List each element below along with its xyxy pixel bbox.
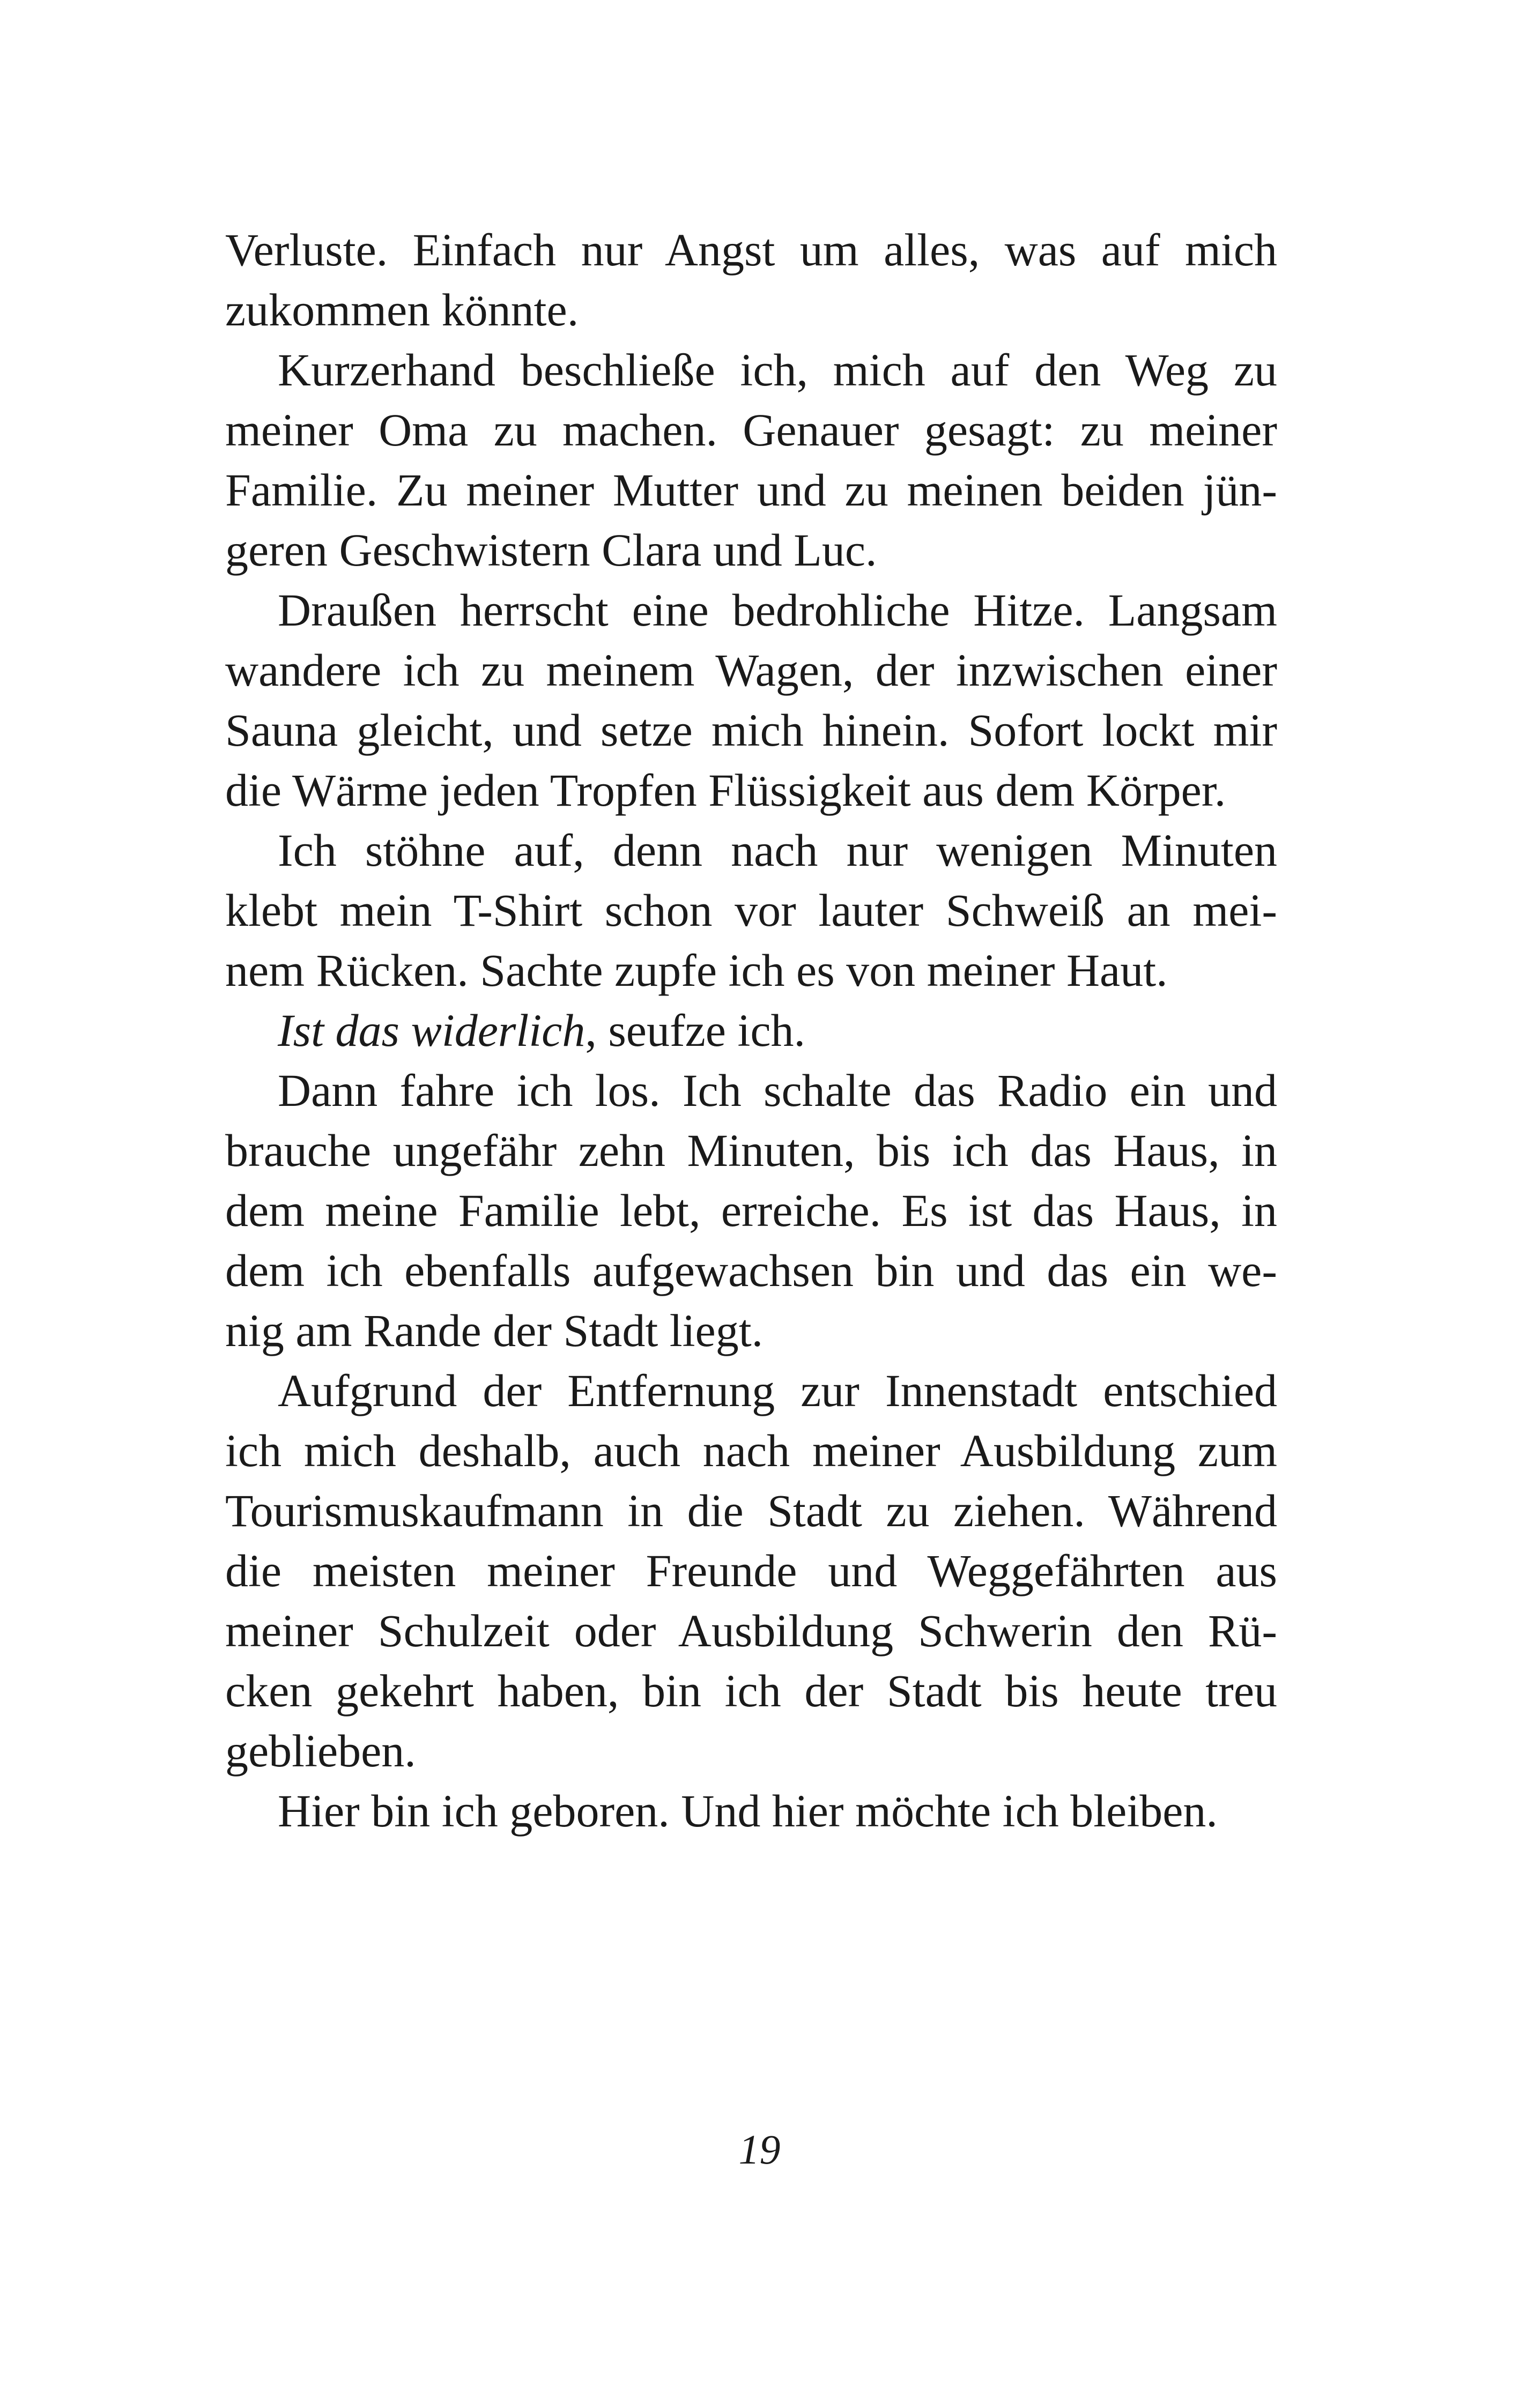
- text-line: brauche ungefähr zehn Minuten, bis ich das Haus, in: [225, 1125, 1277, 1176]
- text-line: dem ich ebenfalls aufgewachsen bin und das ein we-: [225, 1245, 1277, 1296]
- text-fragment: , seufze ich.: [585, 1005, 806, 1056]
- text-line: Draußen herrscht eine bedrohliche Hitze. Langsam: [278, 584, 1277, 636]
- text-line: ich mich deshalb, auch nach meiner Ausbildung zum: [225, 1425, 1277, 1476]
- text-line: Hier bin ich geboren. Und hier möchte ich bleiben.: [278, 1785, 1218, 1837]
- text-line: klebt mein T-Shirt schon vor lauter Schweiß an mei-: [225, 885, 1277, 936]
- text-line: Aufgrund der Entfernung zur Innenstadt entschied: [278, 1365, 1277, 1416]
- text-line: nem Rücken. Sachte zupfe ich es von meiner Haut.: [225, 945, 1168, 996]
- text-line: cken gekehrt haben, bin ich der Stadt bis heute treu: [225, 1665, 1277, 1716]
- text-line: geren Geschwistern Clara und Luc.: [225, 524, 877, 576]
- page-number: 19: [738, 2126, 781, 2173]
- text-line: Verluste. Einfach nur Angst um alles, was auf mich: [225, 224, 1277, 276]
- text-line: Kurzerhand beschließe ich, mich auf den Weg zu: [278, 344, 1277, 396]
- text-line: Familie. Zu meiner Mutter und zu meinen beiden jün-: [225, 464, 1277, 516]
- text-line: die Wärme jeden Tropfen Flüssigkeit aus dem Körper.: [225, 764, 1226, 816]
- text-line: wandere ich zu meinem Wagen, der inzwischen einer: [225, 644, 1277, 696]
- text-line: nig am Rande der Stadt liegt.: [225, 1305, 764, 1356]
- text-line: meiner Schulzeit oder Ausbildung Schwerin den Rü-: [225, 1605, 1277, 1656]
- italic-thought: Ist das widerlich: [278, 1005, 586, 1056]
- text-line: meiner Oma zu machen. Genauer gesagt: zu meiner: [225, 404, 1277, 456]
- text-line: Ich stöhne auf, denn nach nur wenigen Minuten: [278, 824, 1277, 876]
- text-line: Sauna gleicht, und setze mich hinein. Sofort lockt mir: [225, 704, 1277, 756]
- body-text: [225, 220, 1277, 1841]
- text-line: zukommen könnte.: [225, 284, 579, 336]
- text-line: dem meine Familie lebt, erreiche. Es ist das Haus, in: [225, 1185, 1277, 1236]
- text-line: Tourismuskaufmann in die Stadt zu ziehen. Während: [225, 1485, 1277, 1536]
- text-line: Dann fahre ich los. Ich schalte das Radio ein und: [278, 1065, 1277, 1116]
- text-line: geblieben.: [225, 1725, 416, 1777]
- text-line: [225, 1000, 1277, 1060]
- text-line: die meisten meiner Freunde und Weggefährten aus: [225, 1545, 1277, 1596]
